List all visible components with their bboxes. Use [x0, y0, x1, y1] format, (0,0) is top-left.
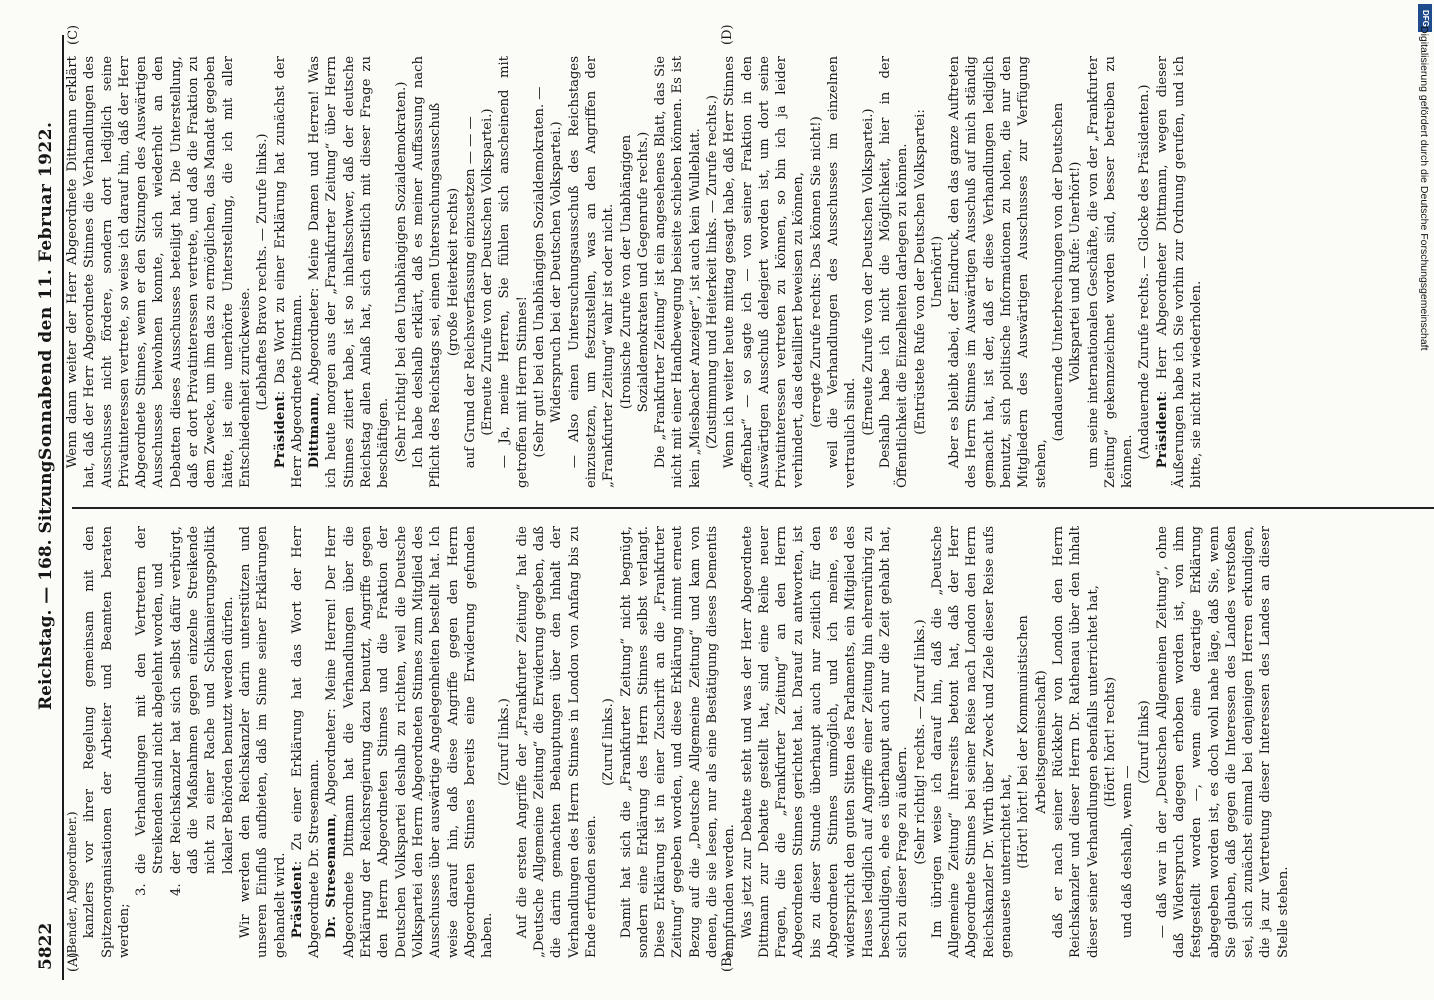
- header-date: Sonnabend den 11. Februar 1922.: [36, 121, 56, 460]
- speaker-attribution: (Bender, Abgeordneter.): [65, 811, 79, 958]
- paragraph: auf Grund der Reichsverfassung einzusetzen — — —: [462, 116, 478, 469]
- paragraph: — Ja, meine Herren, Sie fühlen sich anscheinend mit getroffen mit Herrn Stinnes!: [497, 56, 530, 488]
- interjection: (Zuruf links): [1137, 700, 1153, 784]
- margin-marker-a: (A): [66, 952, 81, 972]
- interjection: (andauernde Unterbrechungen von der Deutschen Volkspartei und Rufe: Unerhört!): [1050, 102, 1084, 442]
- margin-marker-b: (B): [720, 952, 735, 972]
- interjection: (Sehr richtig! rechts. — Zuruf links.): [912, 619, 928, 865]
- margin-marker-c: (C): [66, 24, 81, 45]
- speaker-paragraph: Präsident: Das Wort zu einer Erklärung hat zunächst der Herr Abgeordnete Dittmann.: [272, 56, 305, 488]
- list-item: 3. die Verhandlungen mit den Vertretern der Streikenden sind nicht abgelehnt worden, und: [134, 526, 167, 896]
- paragraph: kanzlers vor ihrer Regelung gemeinsam mit den Spitzenorganisationen der Arbeiter und Beamten beraten werden;: [82, 526, 132, 958]
- interjection: (Hört! hört! rechts): [1102, 676, 1118, 808]
- paragraph: Was jetzt zur Debatte steht und was der Herr Abgeordnete Dittmann zur Debatte gestellt hat, sind eine Reihe neuer Fragen, die die „Frankfurter Zeitung“ an den Herrn Abgeordneten Stinnes gerichtet hat. Darauf zu antworten, ist bis zu dieser Stunde überhaupt auch nur zeitlich für den Abgeordneten Stinnes unmöglich, und ich meine, es widerspricht den guten Sitten des Parlaments, ein Mitglied des Hauses lediglich auf Angriffe einer Zeitung hin ehrenrührig zu beschuldigen, ehe es überhaupt auch nur die Zeit gehabt hat, sich zu dieser Frage zu äußern.: [739, 526, 911, 958]
- interjection: (Hört! hört! bei der Kommunistischen Arbeitsgemeinschaft): [1016, 615, 1049, 869]
- interjection: (Sehr richtig! bei den Unabhängigen Sozialdemokraten.): [393, 81, 409, 463]
- interjection: (Zuruf links.): [497, 698, 513, 786]
- page-number: 5822: [36, 922, 56, 970]
- dfg-logo: DFG: [1418, 4, 1432, 32]
- paragraph: — Also einen Untersuchungsausschuß des Reichstages einzusetzen, um festzustellen, was an den Angriffen der „Frankfurter Zeitung“ wahr ist oder nicht.: [566, 56, 617, 488]
- paragraph: weil die Verhandlungen des Ausschusses im einzelnen vertraulich sind.: [826, 56, 859, 488]
- interjection: (Erneute Zurufe von der Deutschen Volkspartei.): [860, 108, 876, 436]
- interjection: (Zustimmung und Heiterkeit links. — Zurufe rechts.): [704, 95, 720, 449]
- paragraph: Die „Frankfurter Zeitung“ ist ein angesehenes Blatt, das Sie nicht mit einer Handbewegung beiseite schieben können. Es ist kein „Miesbacher Anzeiger“, ist auch kein Wulleblatt.: [653, 56, 703, 488]
- interjection: (Andauernde Zurufe rechts. — Glocke des Präsidenten.): [1137, 84, 1153, 460]
- list-item: 4. der Reichskanzler hat sich selbst dafür verbürgt, daß die Maßnahmen gegen einzelne Streikende nicht zu einer Rache und Schikanierungspolitik lokaler Behörden benutzt werden dürfen.: [168, 526, 236, 896]
- paragraph: Damit hat sich die „Frankfurter Zeitung“ nicht begnügt, sondern eine Erklärung des Herrn Stinnes selbst verlangt. Diese Erklärung ist in einer Zuschrift an die „Frankfurter Zeitung“ gegeben worden, und diese Erklärung nimmt erneut Bezug auf die „Deutsche Allgemeine Zeitung“ und kam von denen, die sie lesen, nur als eine Bestätigung dieses Dementis empfunden werden.: [618, 526, 738, 958]
- speaker-paragraph: Präsident: Herr Abgeordneter Dittmann, wegen dieser Äußerungen habe ich Sie vorhin zur Ordnung gerufen, und ich bitte, sie nicht zu wiederholen.: [1154, 56, 1205, 488]
- speaker-paragraph: Präsident: Zu einer Erklärung hat das Wort der Herr Abgeordnete Dr. Stresemann.: [289, 526, 323, 958]
- interjection: (erregte Zurufe rechts: Das können Sie nicht!): [808, 116, 824, 428]
- paragraph: Deshalb habe ich nicht die Möglichkeit, hier in der Öffentlichkeit die Einzelheiten darlegen zu können.: [877, 56, 911, 488]
- paragraph: Wir werden den Reichskanzler darin unterstützen und unseren Einfluß aufbieten, daß im Sinne seiner Erklärungen gehandelt wird.: [237, 526, 288, 958]
- margin-marker-d: (D): [720, 24, 735, 45]
- paragraph: um seine internationalen Geschäfte, die von der „Frankfurter Zeitung“ gekennzeichnet worden sind, besser betreiben zu können.: [1085, 56, 1136, 488]
- interjection: (Sehr gut! bei den Unabhängigen Sozialdemokraten. — Widerspruch bei der Deutschen Volkspartei.): [532, 86, 565, 458]
- paragraph: Auf die ersten Angriffe der „Frankfurter Zeitung“ hat die „Deutsche Allgemeine Zeitung“ die Erwiderung gegeben, daß die darin gemachten Behauptungen über den Inhalt der Verhandlungen des Herrn Stinnes in London von Anfang bis zu Ende erfunden seien.: [514, 526, 599, 958]
- speaker-paragraph: Dittmann, Abgeordneter: Meine Damen und Herren! Was ich heute morgen aus der „Frankfurter Zeitung“ über Herrn Stinnes zitiert habe, ist so inhaltsschwer, daß der deutsche Reichstag allen Anlaß hat, sich ernstlich mit dieser Frage zu beschäftigen.: [307, 56, 392, 488]
- interjection: (Entrüstete Rufe von der Deutschen Volkspartei: Unerhört!): [912, 109, 945, 435]
- credit-text: Digitalisierung gefördert durch die Deutsche Forschungsgemeinschaft: [1418, 26, 1430, 351]
- paragraph: Im übrigen weise ich darauf hin, daß die „Deutsche Allgemeine Zeitung“ ihrerseits betont hat, daß der Herr Abgeordnete Stinnes bei seiner Reise nach London den Herrn Reichskanzler Dr. Wirth über Zweck und Ziele dieser Reise aufs genaueste unterrichtet hat,: [929, 526, 1015, 958]
- header-session: Reichstag. — 168. Sitzung.: [36, 454, 56, 710]
- interjection: (Lebhaftes Bravo rechts. — Zurufe links.): [255, 133, 271, 411]
- left-column: [64, 526, 1292, 958]
- page-header: [28, 35, 64, 980]
- column-divider: [72, 507, 1434, 509]
- paragraph: Aber es bleibt dabei, der Eindruck, den das ganze Auftreten des Herrn Stinnes im Auswärtigen Ausschuß auf mich ständig gemacht hat, ist der, daß er diese Verhandlungen lediglich benutzt, sich politische Informationen zu holen, die nur den Mitgliedern des Auswärtigen Ausschusses zur Verfügung stehen,: [947, 56, 1049, 488]
- interjection: (Zuruf links.): [601, 698, 617, 786]
- paragraph: Wenn dann weiter der Herr Abgeordnete Dittmann erklärt hat, daß der Herr Abgeordnete Stinnes die Verhandlungen des Ausschusses nicht fördere, sondern dort lediglich seine Privatinteressen vertrete, so weise ich darauf hin, daß der Herr Abgeordnete Stinnes, wenn er den Sitzungen des Auswärtigen Ausschusses beiwohnen konnte, sich wiederholt an den Debatten dieses Ausschusses beteiligt hat. Die Unterstellung, daß er dort Privatinteressen vertrete, und daß die Fraktion zu dem Zwecke, um ihm das zu ermöglichen, das Mandat gegeben hätte, ist eine unerhörte Unterstellung, die ich mit aller Entschiedenheit zurückweise.: [65, 56, 253, 488]
- interjection: (große Heiterkeit rechts): [445, 187, 461, 357]
- right-column: [64, 56, 1206, 488]
- paragraph: und daß deshalb, wenn —: [1120, 765, 1136, 939]
- interjection: (Ironische Zurufe von der Unabhängigen Sozialdemokraten und Gegenrufe rechts.): [618, 131, 651, 413]
- digitization-credit: [1418, 12, 1432, 988]
- paragraph: — daß war in der „Deutschen Allgemeinen Zeitung“, ohne daß Widerspruch dagegen erhoben worden ist, von ihm festgestellt worden —, wenn eine derartige Erklärung abgegeben worden ist, es doch wohl nahe läge, daß Sie, wenn Sie glauben, daß gegen die Interessen des Landes verstoßen sei, sich zunächst einmal bei denjenigen Herren erkundigen, die ja zur Vertretung dieser Interessen des Landes an dieser Stelle stehen.: [1154, 526, 1291, 958]
- speaker-paragraph: Dr. Stresemann, Abgeordneter: Meine Herren! Der Herr Abgeordnete Dittmann hat die Verhandlungen über die Erklärung der Reichsregierung dazu benutzt, Angriffe gegen den Herrn Abgeordneten Stinnes und die Fraktion der Deutschen Volkspartei deshalb zu richten, weil die Deutsche Volkspartei den Herrn Abgeordneten Stinnes zum Mitglied des Ausschusses über auswärtige Angelegenheiten bestellt hat. Ich weise darauf hin, daß diese Angriffe gegen den Herrn Abgeordneten Stinnes bereits eine Erwiderung gefunden haben.: [324, 526, 496, 958]
- paragraph: Wenn ich weiter heute mittag gesagt habe, daß Herr Stinnes „offenbar“ — so sagte ich — von seiner Fraktion in den Auswärtigen Ausschuß delegiert worden ist, um dort seine Privatinteressen vertreten zu können, so bin ich ja leider verhindert, das detailliert beweisen zu können,: [722, 56, 807, 488]
- paragraph: Ich habe deshalb erklärt, daß es meiner Auffassung nach Pflicht des Reichstags sei, einen Untersuchungsausschuß: [410, 56, 444, 488]
- numbered-list: [133, 526, 237, 914]
- interjection: (Erneute Zurufe von der Deutschen Volkspartei.): [480, 108, 496, 436]
- paragraph: daß er nach seiner Rückkehr von London den Herrn Reichskanzler und dieser Herrn Dr. Rathenau über den Inhalt dieser seiner Verhandlungen ebenfalls unterrichtet hat,: [1050, 526, 1101, 958]
